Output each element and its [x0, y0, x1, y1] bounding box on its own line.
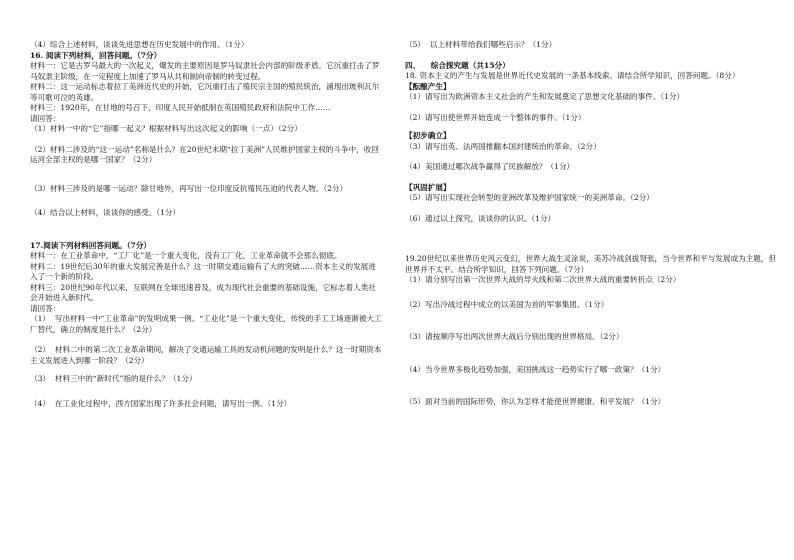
- q15-4: （4）综合上述材料，谈谈先进思想在历史发展中的作用。（1分）: [30, 40, 249, 49]
- q16-4: （4）结合以上材料，谈谈你的感受。（1分）: [30, 208, 181, 217]
- right-column: [405, 40, 777, 408]
- q17-prompt: 请回答：: [30, 303, 61, 313]
- q17-material-2: 材料二：19世纪后30年的重大发展完善是什么？这一时期交通运输有了大的突破……资本主义的发展进入了一个新的阶段。: [30, 261, 376, 281]
- q18-6: （6）通过以上探究，谈谈你的认识。（1分）: [405, 213, 556, 223]
- q16-material-1: 材料一：它是古罗马最大的一次起义，爆发的主要原因是罗马奴隶社会内部的阶级矛盾。它沉重打击了罗马奴隶主阶级，在一定程度上加速了罗马从共和制向帝制的转变过程。: [30, 61, 380, 81]
- q16-2: （2）材料二涉及的“这一运动”名称是什么？在20世纪末期“拉丁美洲”人民维护国家主权的斗争中，收回运河全部主权的是哪一国家？（2分）: [30, 144, 379, 164]
- q17-1: （1） 写出材料一中“工业革命”的发明成果一例。“工业化”是一个重大变化，传统的手工工场逐渐被大工厂替代，确立的制度是什么？（2分）: [30, 314, 382, 334]
- q17-material-1: 材料一：在工业革命中，“工厂化”是一个重大变化，没有工厂化，工业革命就不会那么彻底。: [30, 251, 342, 260]
- q18-2: （2）请写出使世界开始连成一个整体的事件。（1分）: [405, 112, 586, 122]
- q18-stage-2: 【初步确立】: [405, 131, 451, 140]
- q17-3: （3） 材料三中的“新时代”指的是什么？（1分）: [30, 374, 197, 383]
- q18-stage-1: 【酝酿产生】: [405, 81, 451, 91]
- q18-stage-3: 【巩固扩展】: [405, 182, 451, 192]
- q19-1: （1）请分别写出第一次世界大战的导火线和第二次世界大战的重要转折点（2分）: [405, 275, 681, 284]
- q18-1: （1）请写出为欧洲资本主义社会的产生和发展奠定了思想文化基础的事件。（1分）: [405, 92, 685, 101]
- q15-5: （5） 以上材料带给我们哪些启示？（1分）: [405, 40, 557, 49]
- q17-2: （2） 材料二中的第二次工业革命期间，解决了交通运输工具的发动机问题的发明是什么？这一时期资本主义发展进入到哪一阶段？（2分）: [30, 345, 382, 365]
- left-column: [30, 40, 382, 409]
- q16-3: （3）材料三涉及的是哪一运动？除甘地外，再写出一位印度反抗殖民压迫的代表人物。（2分）: [30, 183, 348, 193]
- q19-4: （4）当今世界多极化趋势加强，美国挑战这一趋势实行了哪一政策？（1分）: [405, 364, 666, 374]
- q19-2: （2）写出冷战过程中成立的以美国为首的军事集团。（1分）: [405, 299, 609, 309]
- q17-4: （4） 在工业化过程中，西方国家出现了许多社会问题，请写出一例。（1分）: [30, 398, 292, 408]
- q16-material-2: 材料二：这一运动标志着拉丁美洲近代史的开始，它沉重打击了殖民宗主国的殖民统治，涌现出玻利瓦尔等可歌可泣的英雄。: [30, 82, 380, 102]
- q16-heading: 16. 阅读下列材料，回答问题。（7分）: [30, 50, 162, 60]
- section-4-heading: 四、 综合探究题（共15分）: [405, 60, 510, 70]
- q16-prompt: 请回答：: [30, 113, 61, 123]
- q16-material-3: 材料三：1920年，在甘地的号召下，印度人民开始抵制在英国殖民政府和法院中工作……: [30, 103, 331, 112]
- q18-5: （5）请写出实现社会转型的亚洲改革及维护国家统一的美洲革命。（2分）: [405, 193, 654, 202]
- q17-heading: 17.阅读下列材料回答问题。（7分）: [30, 240, 152, 250]
- q19-5: （5）面对当前的国际形势，你认为怎样才能使世界健康、和平发展？（1分）: [405, 397, 666, 406]
- q17-material-3: 材料三：20世纪90年代以来，互联网在全球迅速普及，成为现代社会重要的基础设施，它标志着人类社会开始进入新时代。: [30, 282, 376, 302]
- q16-1: （1）材料一中的“它”指哪一起义？根据材料写出这次起义的影响（一点）（2分）: [30, 124, 302, 133]
- q18-4: （4）美国通过哪次战争赢得了民族解放？（1分）: [405, 162, 575, 171]
- q19-stem: 19.20世纪以来世界历史风云变幻，世界大战生灵涂炭，美苏冷战剑拔弩张，当今世界和平与发展成为主题，但世界并不太平。结合所学知识，回答下列问题。（7分）: [405, 254, 777, 274]
- q18-3: （3）请写出英、法两国推翻本国封建统治的革命。（2分）: [405, 141, 601, 151]
- q19-3: （3）请按顺序写出两次世界大战后分别出现的世界格局。（2分）: [405, 332, 624, 341]
- q18-stem: 18. 资本主义的产生与发展是世界近代史发展的一条基本线索。请结合所学知识，回答问题。（8分）: [405, 71, 740, 80]
